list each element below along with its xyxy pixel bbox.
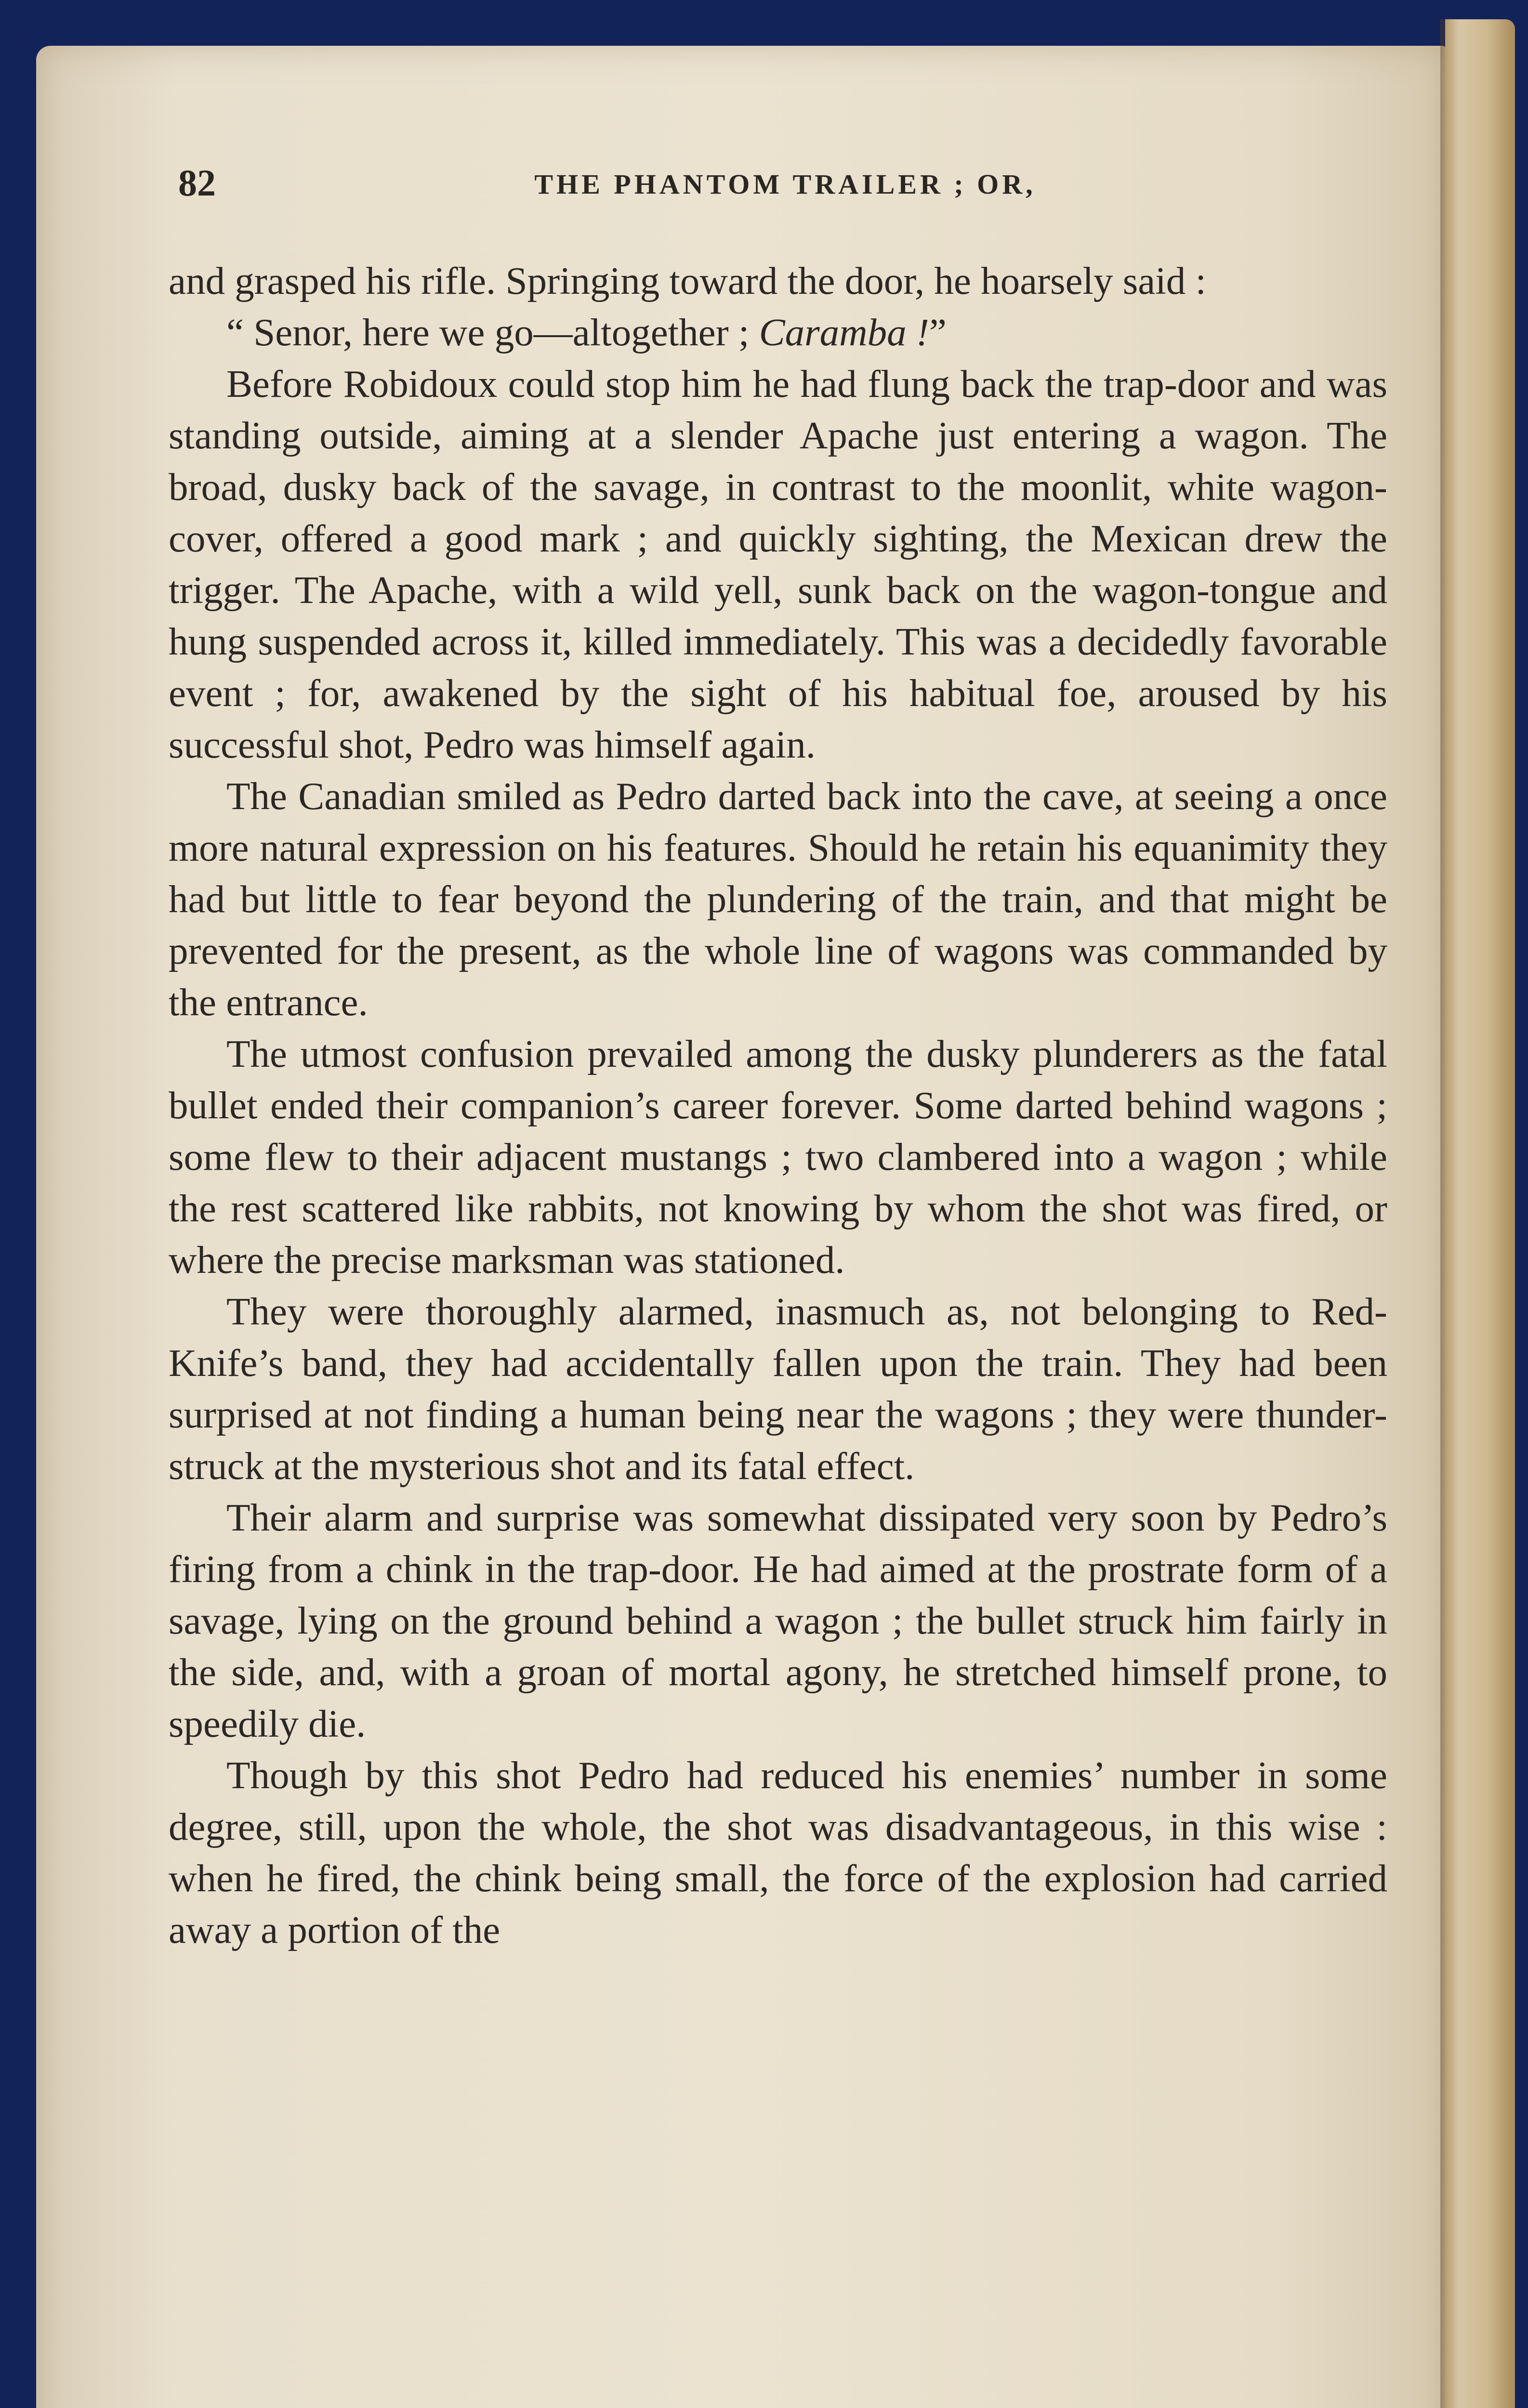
paragraph: They were thoroughly alarmed, inasmuch as, not belonging to Red-Knife’s band, they had accidentally fallen upon the train. They had been surprised at not finding a human being near the wagons ; they were thunder-struck at the mysterious shot and its fatal effect. (169, 1290, 1387, 1488)
paragraph: Though by this shot Pedro had reduced his enemies’ number in some degree, still, upon the whole, the shot was disadvantageous, in this wise : when he fired, the chink being small, the force of the explosion had carried away a portion of the (169, 1754, 1387, 1951)
paragraph: The utmost confusion prevailed among the dusky plunderers as the fatal bullet ended their companion’s career forever. Some darted behind wagons ; some flew to their adjacent mustangs ; two clambered into a wagon ; while the rest scattered like rabbits, not knowing by whom the shot was fired, or where the precise marksman was stationed. (169, 1032, 1387, 1282)
page-number: 82 (178, 162, 216, 204)
page-edge (1445, 19, 1515, 2408)
paragraph: and grasped his rifle. Springing toward the door, he hoarsely said : (169, 259, 1207, 302)
quote-exclamation: Caramba ! (759, 311, 929, 354)
paragraph-quote (169, 307, 1387, 358)
quote-close: ” (929, 311, 947, 354)
body-text (169, 255, 1387, 1956)
paragraph: The Canadian smiled as Pedro darted back into the cave, at seeing a once more natural expression on his features. Should he retain his equanimity they had but little to fear beyond the plundering of the train, and that might be prevented for the present, as the whole line of wagons was commanded by the entrance. (169, 774, 1387, 1024)
paragraph: Their alarm and surprise was somewhat dissipated very soon by Pedro’s firing from a chink in the trap-door. He had aimed at the prostrate form of a savage, lying on the ground behind a wagon ; the bullet struck him fairly in the side, and, with a groan of mortal agony, he stretched himself prone, to speedily die. (169, 1496, 1387, 1745)
paragraph: Before Robidoux could stop him he had flung back the trap-door and was standing outside, aiming at a slender Apache just entering a wagon. The broad, dusky back of the savage, in contrast to the moonlit, white wagon-cover, offered a good mark ; and quickly sighting, the Mexican drew the trigger. The Apache, with a wild yell, sunk back on the wagon-tongue and hung suspended across it, killed immediately. This was a decidedly favorable event ; for, awakened by the sight of his habitual foe, aroused by his successful shot, Pedro was himself again. (169, 362, 1387, 766)
quote-text: “ Senor, here we go—altogether ; (226, 311, 759, 354)
running-title: THE PHANTOM TRAILER ; OR, (534, 169, 1036, 200)
running-head (178, 161, 1392, 214)
